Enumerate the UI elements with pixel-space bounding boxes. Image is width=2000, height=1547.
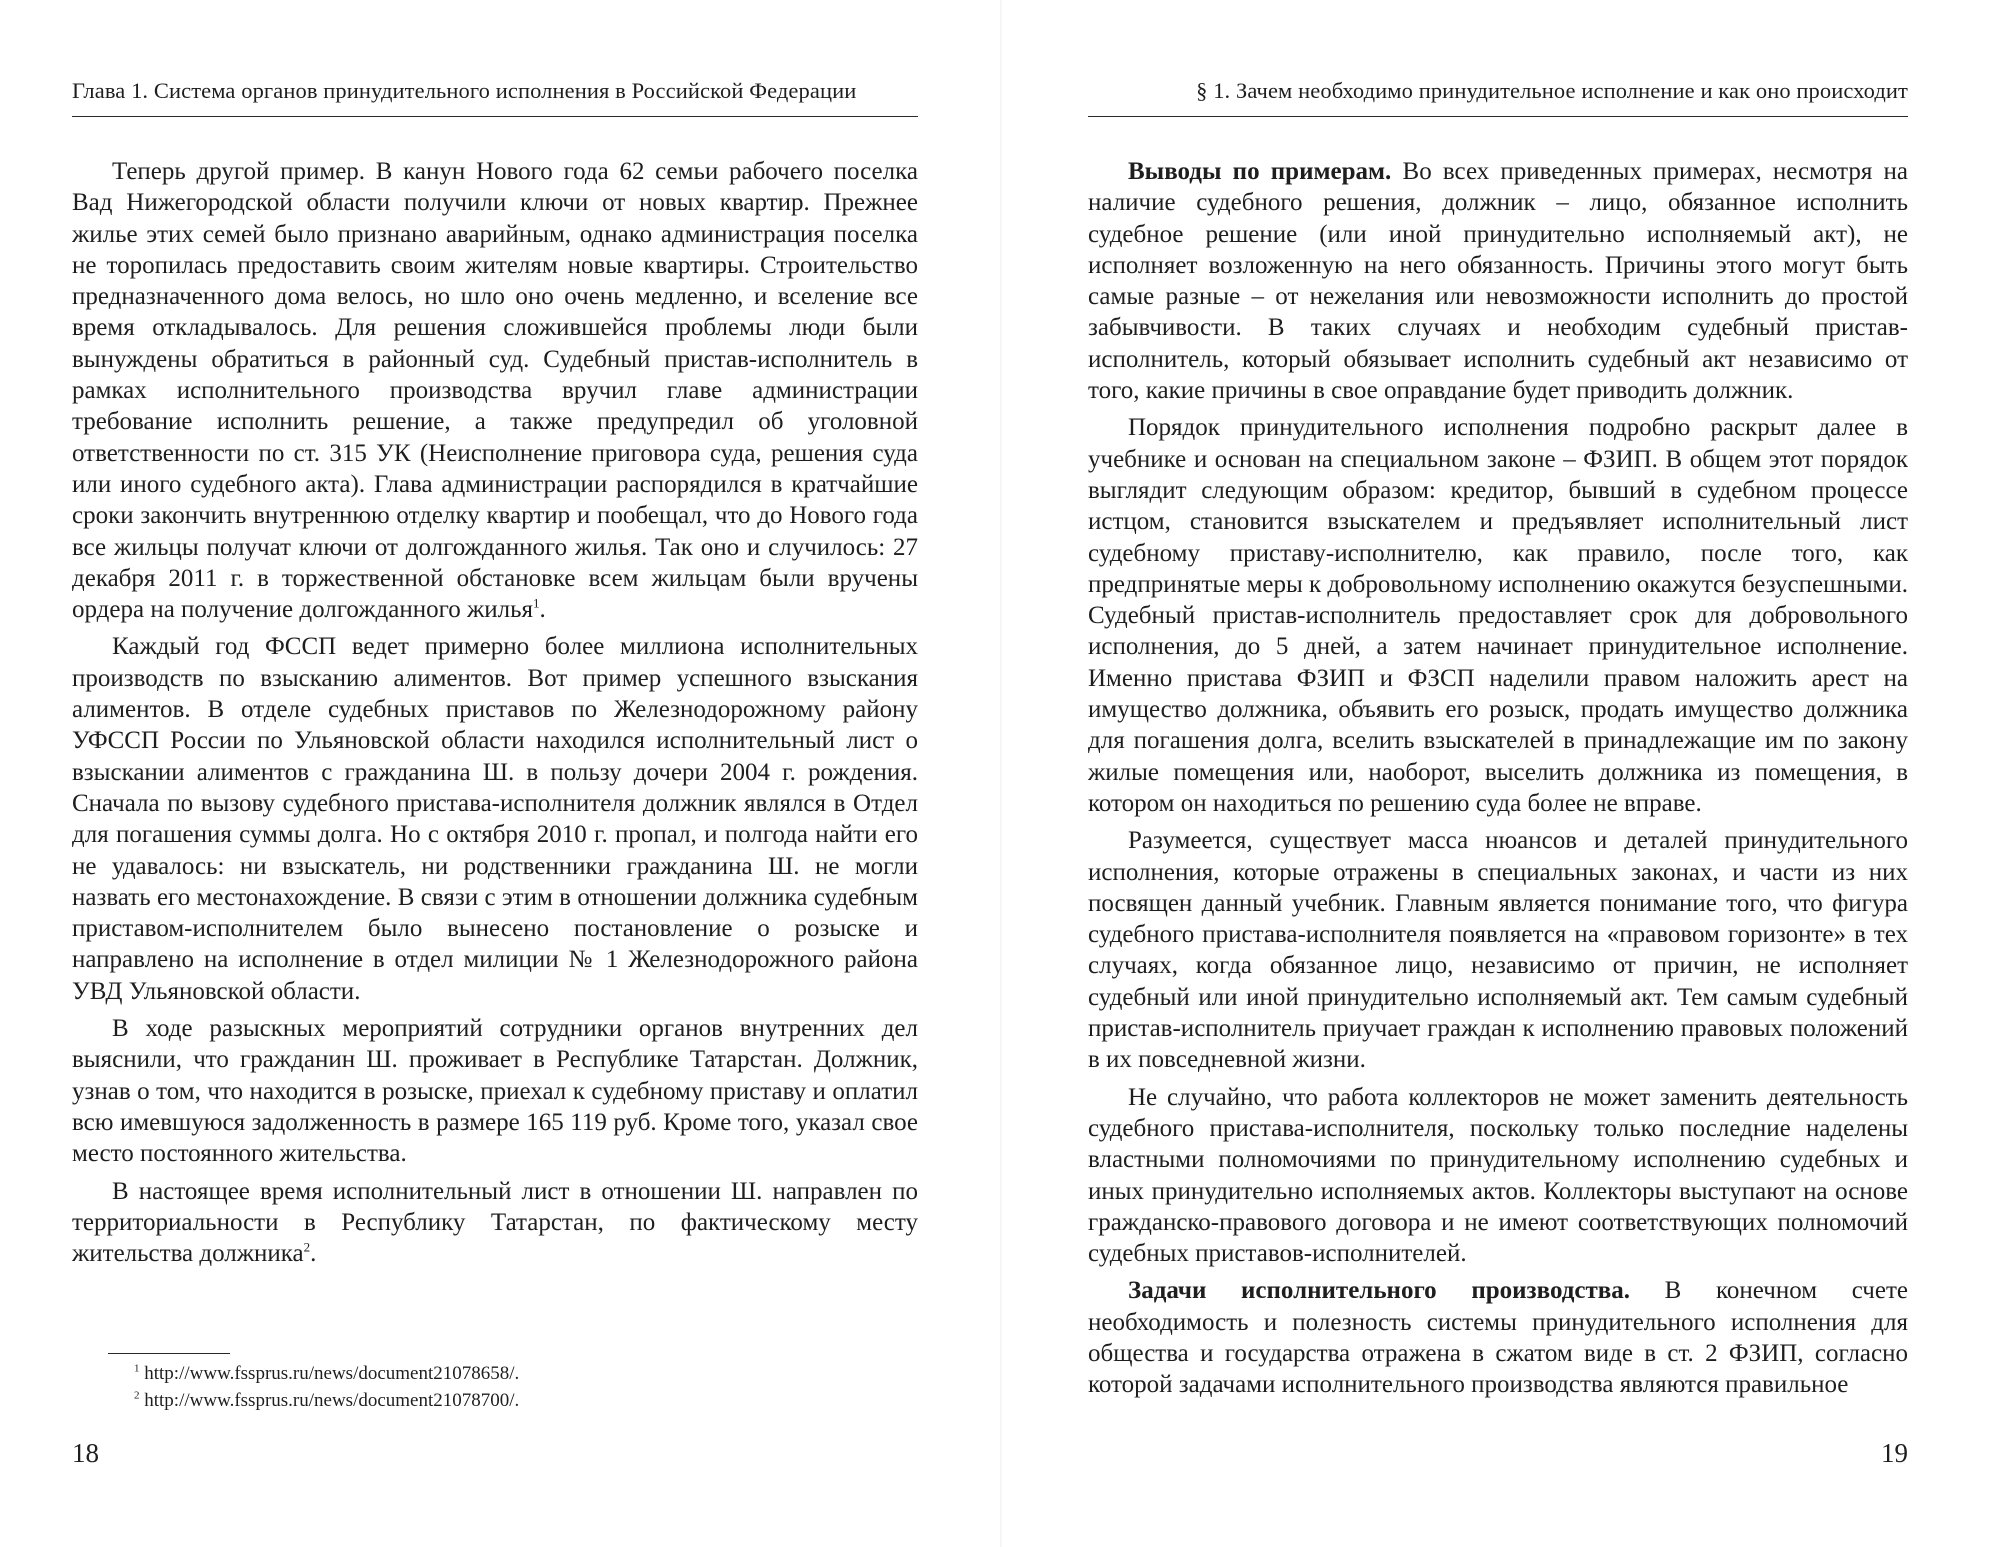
left-page (72, 0, 918, 1547)
paragraph: В ходе разыскных мероприятий сотрудники органов внутренних дел выяснили, что гражданин Ш. проживает в Республике Татарстан. Должник, узнав о том, что находится в розыске, приехал к судебному приставу и оплатил всю имевшуюся задолженность в размере 165 119 руб. Кроме того, указал свое место постоянного жительства. (72, 1015, 918, 1168)
right-page (1088, 0, 1908, 1547)
running-head-right: § 1. Зачем необходимо принудительное исполнение и как оно происходит (1088, 78, 1908, 117)
footnote-mark: 2 (134, 1389, 140, 1402)
footnote (134, 1360, 918, 1387)
page-number-left: 18 (72, 1438, 99, 1468)
paragraph-lead: Выводы по примерам. (1128, 158, 1392, 185)
page-number-right: 19 (1881, 1438, 1908, 1468)
paragraph-text: В конечном счете необходимость и полезность системы принудительного исполнения для общества и государства отражена в сжатом виде в ст. 2 ФЗИП, согласно которой задачами исполнительного производства являются правильное (1088, 1277, 1908, 1399)
footnote-ref: 2 (303, 1239, 311, 1255)
right-body-text (1088, 156, 1908, 1401)
paragraph: Не случайно, что работа коллекторов не может заменить деятельность судебного пристава-исполнителя, поскольку только последние наделены властными полномочиями по принудительному исполнению судебных и иных принудительно исполняемых актов. Коллекторы выступают на основе гражданско-правового договора и не имеют соответствующих полномочий судебных приставов-исполнителей. (1088, 1083, 1908, 1268)
paragraph: Разумеется, существует масса нюансов и деталей принудительного исполнения, которые отражены в специальных законах, и части из них посвящен данный учебник. Главным является понимание того, что фигура судебного пристава-исполнителя появляется на «правовом горизонте» в тех случаях, когда обязанное лицо, независимо от причин, не исполняет судебный или иной принудительно исполняемый акт. Тем самым судебный пристав-исполнитель приучает граждан к исполнению правовых положений в их повседневной жизни. (1088, 827, 1908, 1074)
footnote-rule (108, 1353, 230, 1354)
paragraph: Каждый год ФССП ведет примерно более миллиона исполнительных производств по взысканию алиментов. Вот пример успешного взыскания алиментов. В отделе судебных приставов по Железнодорожному району УФССП России по Ульяновской области находился исполнительный лист о взыскании алиментов с гражданина Ш. в пользу дочери 2004 г. рождения. Сначала по вызову судебного пристава-исполнителя должник являлся в Отдел для погашения суммы долга. Но с октября 2010 г. пропал, и полгода найти его не удавалось: ни взыскатель, ни родственники гражданина Ш. не могли назвать его местонахождение. В связи с этим в отношении должника судебным приставом-исполнителем было вынесено постановление о розыске и направлено на исполнение в отдел милиции № 1 Железнодорожного района УВД Ульяновской области. (72, 633, 918, 1005)
paragraph-text: В настоящее время исполнительный лист в отношении Ш. направлен по территориальности в Республику Татарстан, по фактическому месту жительства должника (72, 1177, 918, 1268)
footnote (134, 1387, 918, 1414)
paragraph-text: Теперь другой пример. В канун Нового года 62 семьи рабочего поселка Вад Нижегородской области получили ключи от новых квартир. Прежнее жилье этих семей было признано аварийным, однако администрация поселка не торопилась предоставить своим жителям новые квартиры. Строительство предназначенного дома велось, но шло оно очень медленно, и вселение все время откладывалось. Для решения сложившейся проблемы люди были вынуждены обратиться в районный суд. Судебный пристав-исполнитель в рамках исполнительного производства вручил главе администрации требование исполнить решение, а также предупредил об уголовной ответственности по ст. 315 УК (Неисполнение приговора суда, решения суда или иного судебного акта). Глава администрации распорядился в кратчайшие сроки закончить внутреннюю отделку квартир и пообещал, что до Нового года все жильцы получат ключи от долгожданного жилья. Так оно и случилось: 27 декабря 2011 г. в торжественной обстановке всем жильцам были вручены ордера на получение долгожданного жилья (72, 158, 918, 624)
footnote-mark: 1 (134, 1362, 140, 1375)
paragraph: В настоящее время исполнительный лист в отношении Ш. направлен по территориальности в Республику Татарстан, по фактическому месту жительства должника$^2$. (72, 1177, 918, 1268)
left-body-text (72, 156, 918, 1269)
paragraph-lead: Задачи исполнительного производства. (1128, 1277, 1630, 1305)
paragraph-text: Во всех приведенных примерах, несмотря на наличие судебного решения, должник – лицо, обязанное исполнить судебное решение (или иной принудительно исполняемый акт), не исполняет возложенную на него обязанность. Причины этого могут быть самые разные – от нежелания или невозможности исполнить до простой забывчивости. В таких случаях и необходим судебный пристав-исполнитель, который обязывает исполнить судебный акт независимо от того, какие причины в свое оправдание будет приводить должник. (1088, 158, 1908, 405)
page-fold (1000, 0, 1002, 1547)
footnote-url: http://www.fssprus.ru/news/document21078700/. (144, 1390, 520, 1411)
paragraph: Теперь другой пример. В канун Нового года 62 семьи рабочего поселка Вад Нижегородской области получили ключи от новых квартир. Прежнее жилье этих семей было признано аварийным, однако администрация поселка не торопилась предоставить своим жителям новые квартиры. Строительство предназначенного дома велось, но шло оно очень медленно, и вселение все время откладывалось. Для решения сложившейся проблемы люди были вынуждены обратиться в районный суд. Судебный пристав-исполнитель в рамках исполнительного производства вручил главе администрации требование исполнить решение, а также предупредил об уголовной ответственности по ст. 315 УК (Неисполнение приговора суда, решения суда или иного судебного акта). Глава администрации распорядился в кратчайшие сроки закончить внутреннюю отделку квартир и пообещал, что до Нового года все жильцы получат ключи от долгожданного жилья. Так оно и случилось: 27 декабря 2011 г. в торжественной обстановке всем жильцам были вручены ордера на получение долгожданного жилья$^1$. (72, 158, 918, 624)
footnote-ref: 1 (533, 595, 540, 611)
footnote-url: http://www.fssprus.ru/news/document21078658/. (144, 1363, 520, 1384)
footnotes (134, 1360, 918, 1414)
running-head-left: Глава 1. Система органов принудительного исполнения в Российской Федерации (72, 78, 918, 117)
paragraph (1088, 156, 1908, 406)
paragraph (1088, 1275, 1908, 1400)
paragraph: Порядок принудительного исполнения подробно раскрыт далее в учебнике и основан на специальном законе – ФЗИП. В общем этот порядок выглядит следующим образом: кредитор, бывший в судебном процессе истцом, становится взыскателем и предъявляет исполнительный лист судебному приставу-исполнителю, как правило, после того, как предпринятые меры к добровольному исполнению окажутся безуспешными. Судебный пристав-исполнитель предоставляет срок для добровольного исполнения, до 5 дней, а затем начинает принудительное исполнение. Именно пристава ФЗИП и ФЗСП наделили правом наложить арест на имущество должника, объявить его розыск, продать имущество должника для погашения долга, вселить взыскателей в принадлежащие им по закону жилые помещения или, наоборот, выселить должника из помещения, в котором он находиться по решению суда более не вправе. (1088, 414, 1908, 817)
